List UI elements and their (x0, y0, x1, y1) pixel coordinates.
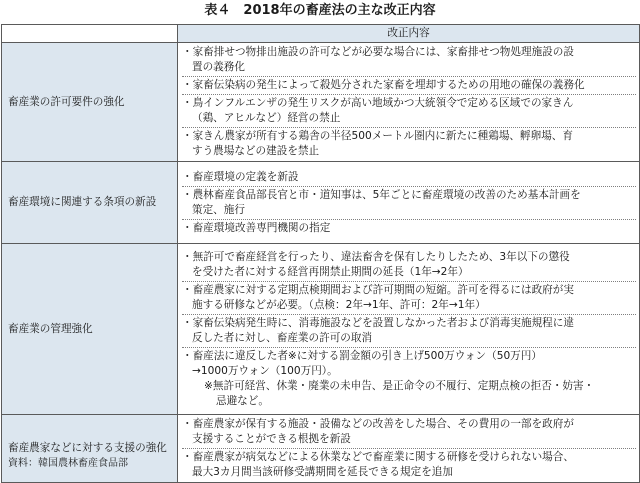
table-title: 表４ 2018年の畜産法の主な改正内容 (204, 3, 436, 18)
table-header-row (2, 25, 640, 43)
table-row (2, 43, 640, 162)
item-text-line: を受けた者に対する経営再開禁止期間の延長（1年→2年） (192, 265, 469, 278)
footnote-line: 忌避など。 (216, 394, 269, 407)
amendment-table (1, 24, 640, 483)
amendment-item (182, 187, 636, 220)
item-text-line: 施する研修などが必要。（点検：2年→1年、許可：2年→1年） (192, 298, 486, 311)
amendment-items-cell (178, 415, 640, 483)
table-row (2, 415, 640, 483)
item-text-line: ・畜産法に違反した者※に対する罰金額の引き上げ500万ウォン（50万円） (182, 349, 542, 362)
amendment-items-cell (178, 244, 640, 415)
amendment-item (182, 220, 636, 237)
item-text-line: ・畜産農家が病気などによる休業などで畜産業に関する研修を受けられない場合、 (182, 451, 574, 463)
amendment-item (182, 315, 636, 348)
amendment-item (182, 44, 636, 77)
item-text-line: ・家畜伝染病の発生によって殺処分された家畜を埋却するための用地の確保の義務化 (182, 79, 585, 91)
item-text-line: 反した者に対し、畜産業の許可の取消 (192, 331, 373, 344)
table-row (2, 162, 640, 244)
table-row (2, 244, 640, 415)
amendment-items-cell (178, 43, 640, 162)
item-text-line: ・家きん農家が所有する鶏舎の半径500メートル圏内に新たに種鶏場、孵卵場、育 (182, 130, 573, 142)
item-text-line: ・家畜排せつ物排出施設の許可などが必要な場合には、家畜排せつ物処理施設の設 (182, 46, 574, 58)
category-cell: 畜産環境に関連する条項の新設 (2, 162, 178, 244)
item-text-line: 策定、施行 (192, 203, 245, 216)
item-text-line: ・鳥インフルエンザの発生リスクが高い地域かつ大統領令で定める区域での家きん (182, 97, 574, 109)
category-cell: 畜産農家などに対する支援の強化 (2, 415, 178, 483)
item-text-line: ・無許可で畜産経営を行ったり、違法畜舎を保有したりしたため、3年以下の懲役 (182, 250, 570, 263)
amendment-item (182, 169, 636, 187)
item-text-line: ・畜産農家が保有する施設・設備などの改善をした場合、その費用の一部を政府が (182, 418, 574, 430)
item-text-line: 置の義務化 (192, 61, 245, 73)
footnote (182, 379, 636, 409)
amendment-item (182, 249, 636, 282)
item-text-line: ・畜産農家に対する定期点検期間および許可期間の短縮。許可を得るには政府が実 (182, 283, 574, 296)
item-text-line: →1000万ウォン（100万円）。 (192, 364, 338, 377)
amendment-item (182, 282, 636, 315)
amendment-item (182, 348, 636, 410)
amendment-item (182, 449, 636, 481)
amendment-item (182, 128, 636, 160)
amendment-item (182, 77, 636, 95)
item-text-line: （鶏、アヒルなど）経営の禁止 (192, 112, 341, 124)
item-text-line: すう農場などの建設を禁止 (192, 145, 320, 157)
item-text-line: 最大3カ月間当該研修受講期間を延長できる規定を追加 (192, 466, 453, 478)
category-cell: 畜産業の許可要件の強化 (2, 43, 178, 162)
source-note: 資料：韓国農林畜産食品部 (8, 458, 128, 469)
amendment-items-cell (178, 162, 640, 244)
item-text-line: ・畜産環境の定義を新設 (182, 170, 299, 183)
category-cell: 畜産業の管理強化 (2, 244, 178, 415)
column-header-amendments: 改正内容 (178, 25, 640, 43)
item-text-line: ・畜産環境改善専門機関の指定 (182, 221, 331, 234)
footnote-line: ※無許可経営、休業・廃業の未申告、是正命令の不履行、定期点検の拒否・妨害・ (204, 379, 595, 392)
item-text-line: 支援することができる根拠を新設 (192, 433, 351, 445)
amendment-item (182, 416, 636, 449)
item-text-line: ・農林畜産食品部長官と市・道知事は、5年ごとに畜産環境の改善のため基本計画を (182, 188, 581, 201)
header-blank-cell (2, 25, 178, 43)
table-body (2, 43, 640, 483)
item-text-line: ・家畜伝染病発生時に、消毒施設などを設置しなかった者および消毒実施規程に違 (182, 316, 574, 329)
amendment-item (182, 95, 636, 128)
